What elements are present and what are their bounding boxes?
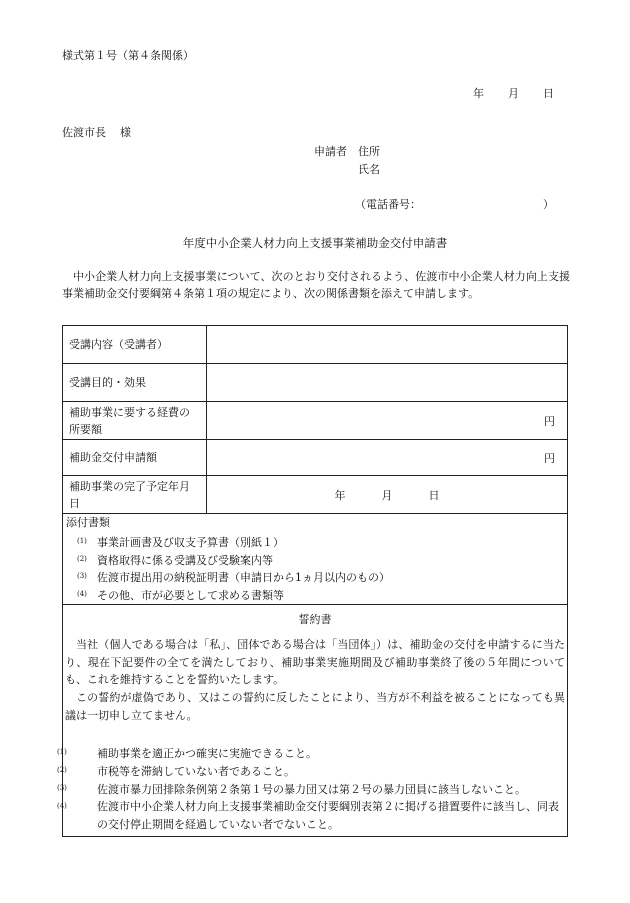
requirement-text: 佐渡市中小企業人材力向上支援事業補助金交付要綱別表第２に掲げる措置要件に該当し、同表の交付停止期間を経過していない者でないこと。 [97,800,559,831]
document-title: 年度中小企業人材力向上支援事業補助金交付申請書 [182,236,448,250]
row-label-expense: 補助事業に要する経費の所要額 [63,402,207,440]
date-day-label: 日 [543,87,554,100]
application-date[interactable] [473,87,554,101]
completion-day-label: 日 [428,488,440,502]
table-row [63,364,568,402]
oath-requirements-list [57,745,563,834]
date-month-label: 月 [508,87,519,100]
table-row [63,326,568,364]
attachments-heading: 添付書類 [66,516,110,529]
item-number: (4) [77,589,87,598]
row-label-purpose: 受講目的・効果 [63,364,207,402]
expense-amount-field[interactable] [207,402,568,440]
attachments-section [62,513,568,605]
requirement-text: 佐渡市暴力団排除条例第２条第１号の暴力団又は第２号の暴力団員に該当しないこと。 [97,782,526,796]
row-label-completion: 補助事業の完了予定年月日 [63,476,207,514]
requirement-text: 補助事業を適正かつ確実に実施できること。 [97,747,317,760]
applicant-address-label: 住所 [358,145,380,158]
applicant-block [314,143,380,179]
attachments-list [77,534,390,604]
list-item [57,745,563,763]
table-row [63,440,568,476]
application-table [62,325,568,514]
item-number: (2) [57,766,67,774]
list-item [77,552,390,570]
oath-paragraph-2: この誓約が虚偽であり、又はこの誓約に反したことにより、当方が不利益を被ることになっても異議は一切申し立てません。 [65,691,565,722]
list-item [77,534,390,552]
grant-amount-field[interactable] [207,440,568,476]
oath-paragraph-1: 当社（個人である場合は「私」、団体である場合は「当団体」）は、補助金の交付を申請するに当たり、現在下記要件の全てを満たしており、補助事業実施期間及び補助事業終了後の５年間についても、これを維持することを誓約いたします。 [65,638,565,686]
item-number: (1) [77,537,87,546]
yen-unit: 円 [544,414,555,428]
phone-label: （電話番号： [355,198,421,211]
phone-close-paren: ） [543,198,554,211]
table-row [63,402,568,440]
requirement-text: 市税等を滞納していない者であること。 [97,764,295,778]
attachment-text: 事業計画書及び収支予算書（別紙１） [97,536,284,549]
item-number: (3) [57,783,67,792]
item-number: (1) [57,748,67,757]
item-number: (2) [77,554,87,563]
attachment-text: 佐渡市提出用の納税証明書（申請日から1ヵ月以内のもの） [97,571,390,584]
completion-year-label: 年 [334,488,346,502]
addressee-name: 佐渡市長 [62,126,106,139]
form-number: 様式第１号（第４条関係） [62,49,194,62]
item-number: (4) [57,801,67,810]
applicant-label: 申請者 [314,145,347,158]
row-label-grant: 補助金交付申請額 [63,440,207,476]
list-item [57,763,563,781]
list-item [57,781,563,799]
oath-section [57,605,568,837]
completion-date-field[interactable] [207,476,568,514]
row-label-course: 受講内容（受講者） [63,326,207,364]
intro-paragraph: 中小企業人材力向上支援事業について、次のとおり交付されるよう、佐渡市中小企業人材力向上支援事業補助金交付要綱第４条第１項の規定により、次の関係書類を添えて申請します。 [62,270,570,300]
yen-unit: 円 [544,451,555,465]
list-item [77,569,390,587]
attachment-text: 資格取得に係る受講及び受験案内等 [97,553,273,567]
completion-month-label: 月 [381,488,393,502]
course-content-field[interactable] [207,326,568,364]
phone-number-field[interactable] [355,198,554,212]
attachment-text: その他、市が必要として求める書類等 [97,588,284,602]
list-item [77,587,390,605]
item-number: (3) [77,572,87,581]
list-item [57,798,563,833]
addressee-honorific: 様 [120,126,131,139]
addressee [62,126,131,140]
oath-title: 誓約書 [298,613,332,626]
applicant-name-label: 氏名 [358,163,380,176]
date-year-label: 年 [473,87,484,100]
table-row [63,476,568,514]
course-purpose-field[interactable] [207,364,568,402]
